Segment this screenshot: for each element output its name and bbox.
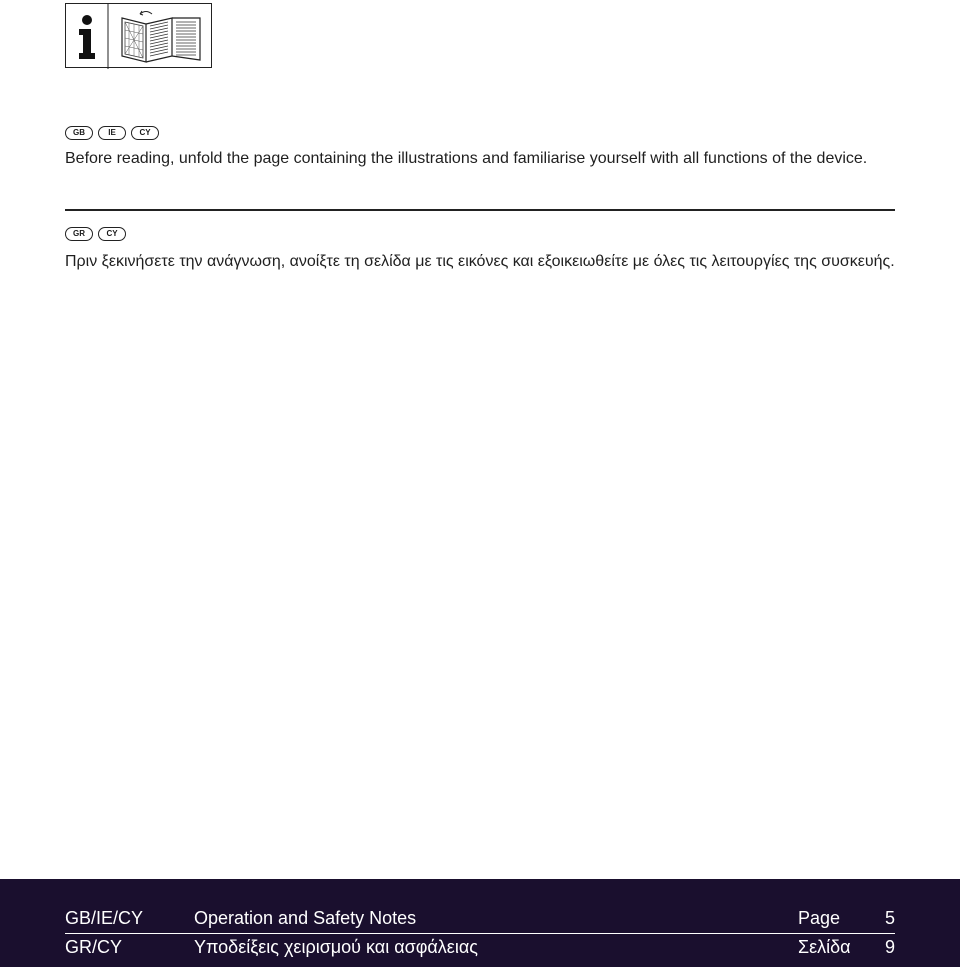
info-icon [79, 15, 95, 59]
intro-text-en: Before reading, unfold the page containing the illustrations and familiarise yourself with all functions of the device. [65, 150, 868, 167]
footer-title: Υποδείξεις χειρισμού και ασφάλειας [194, 937, 478, 957]
footer-page-label: Page [798, 908, 841, 928]
footer-page-number: 5 [884, 908, 895, 928]
language-flags-gr [65, 227, 126, 241]
section-divider [65, 209, 895, 211]
footer-page-number: 9 [884, 937, 895, 957]
info-box [65, 3, 212, 68]
lang-badge: CY [131, 126, 159, 140]
lang-badge: GR [65, 227, 93, 241]
footer-page-label: Σελίδα [798, 937, 851, 957]
lang-badge: GB [65, 126, 93, 140]
fold-out-page-icon [122, 11, 200, 62]
footer-bar [0, 879, 960, 967]
lang-badge: CY [98, 227, 126, 241]
language-flags-en [65, 126, 159, 140]
footer-divider [65, 933, 895, 934]
footer-language-code: GR/CY [65, 937, 123, 957]
footer-title: Operation and Safety Notes [194, 908, 417, 928]
info-illustration [66, 4, 213, 69]
footer-row-gr [65, 935, 895, 961]
intro-text-gr: Πριν ξεκινήσετε την ανάγνωση, ανοίξτε τη σελίδα με τις εικόνες και εξοικειωθείτε με όλες τις λειτουργίες της συσκευής. [65, 253, 895, 270]
lang-badge: IE [98, 126, 126, 140]
footer-language-code: GB/IE/CY [65, 908, 144, 928]
footer-row-en [65, 906, 895, 932]
